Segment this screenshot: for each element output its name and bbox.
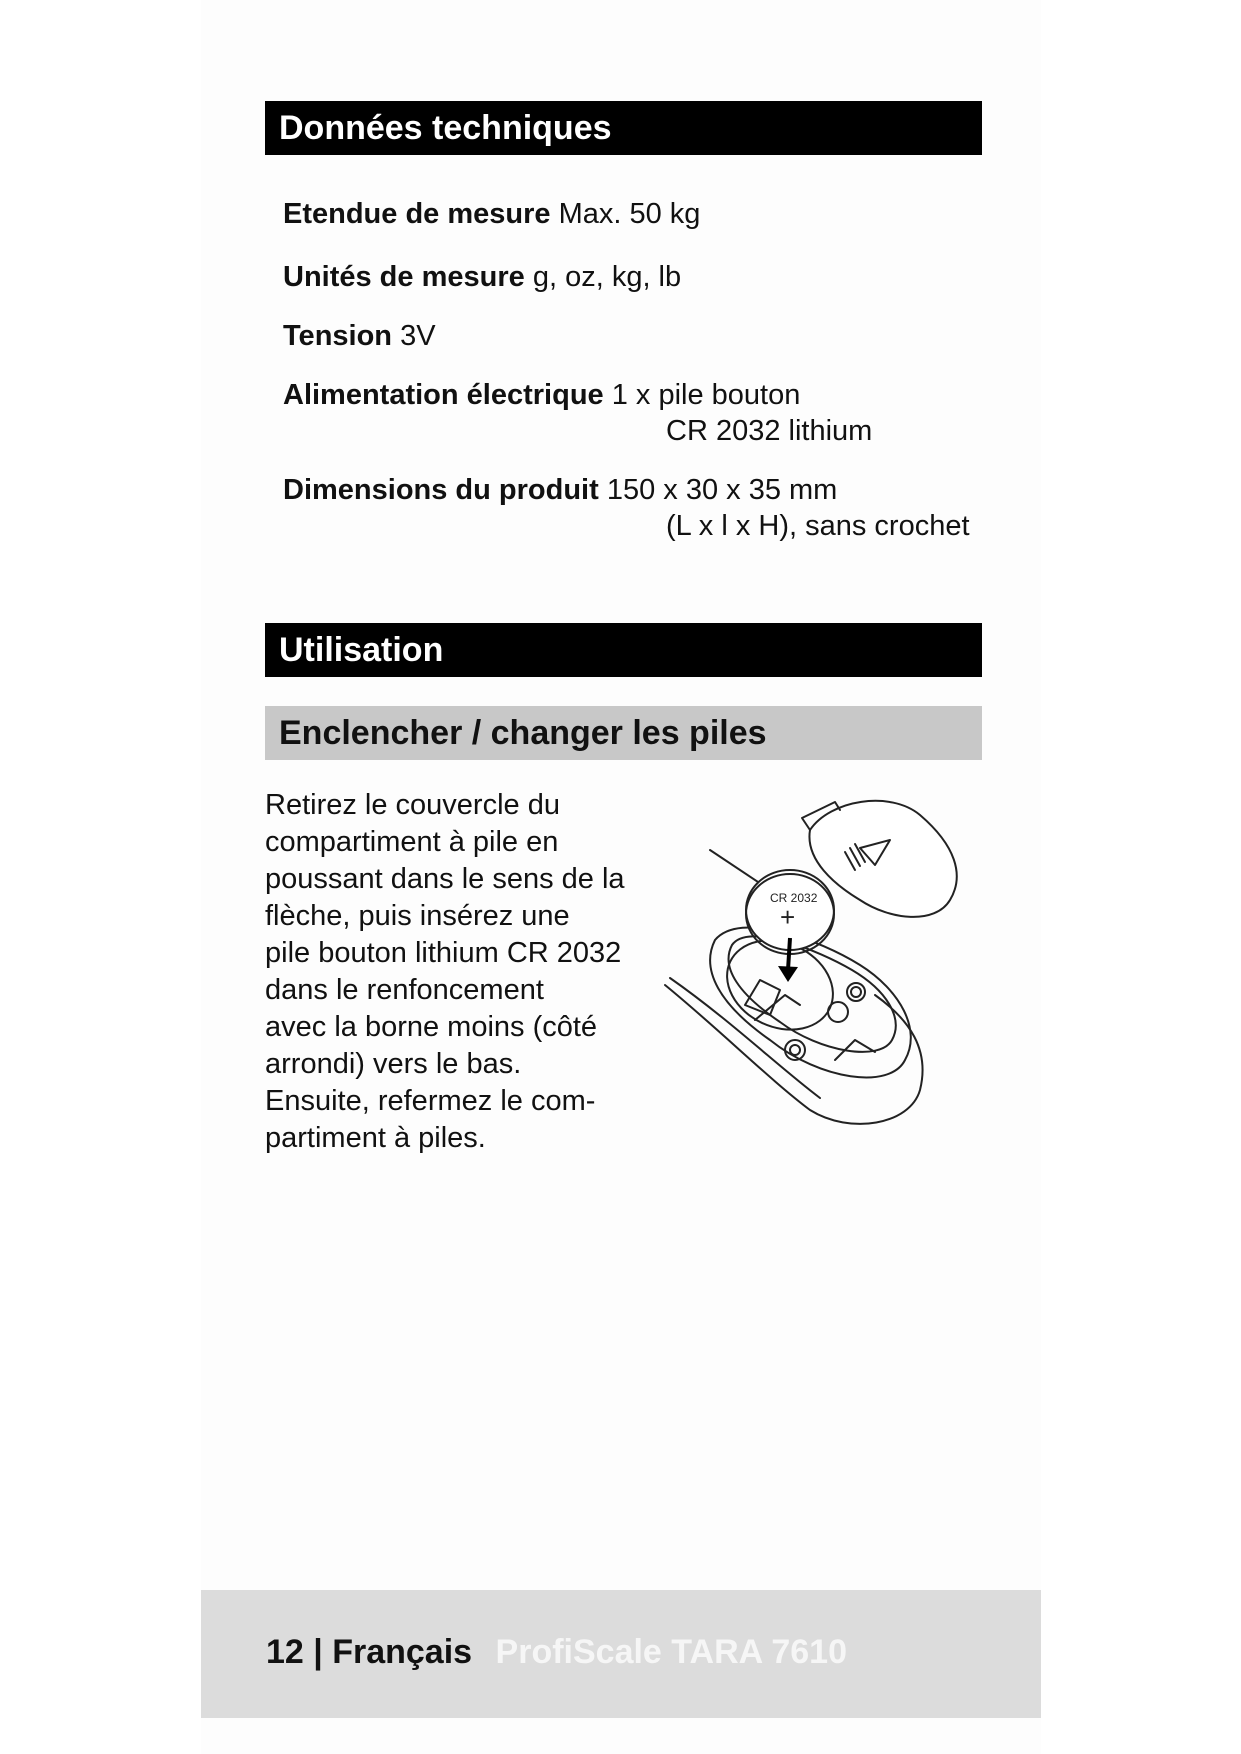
spec-power-supply xyxy=(283,377,872,449)
product-name: ProfiScale TARA 7610 xyxy=(495,1633,848,1671)
spec-value: 150 x 30 x 35 mm xyxy=(606,474,838,506)
battery-compartment-illustration xyxy=(660,790,990,1130)
subsection-title-battery: Enclencher / changer les piles xyxy=(265,706,982,760)
spec-value: 1 x pile bouton xyxy=(611,379,801,411)
screw-hole-inner xyxy=(790,1045,800,1055)
spec-label: Dimensions du produit xyxy=(283,474,599,506)
battery-instructions: Retirez le couvercle du compartiment à pile en poussant dans le sens de la flèche, puis insérez une pile bouton lithium CR 2032 dans le renfoncement avec la borne moins (côté arrondi) vers le bas. Ensuite, refermez le com- partiment à piles. xyxy=(265,789,625,1154)
spec-voltage xyxy=(283,318,436,354)
plus-sign: + xyxy=(780,902,796,932)
spec-label: Alimentation électrique xyxy=(283,379,604,411)
screw-hole xyxy=(828,1002,848,1022)
section-title-technical-data: Données techniques xyxy=(265,101,982,155)
spec-value: g, oz, kg, lb xyxy=(532,261,682,293)
scale-body-edge xyxy=(670,978,820,1098)
screw-hole xyxy=(847,983,865,1001)
page-number: 12 | Français xyxy=(266,1633,473,1671)
spec-label: Unités de mesure xyxy=(283,261,525,293)
spec-value: 3V xyxy=(400,320,436,352)
spec-measuring-range xyxy=(283,196,700,232)
battery-label: CR 2032 xyxy=(770,891,818,905)
spec-dimensions xyxy=(283,472,970,544)
footer xyxy=(266,1630,847,1674)
spec-label: Etendue de mesure xyxy=(283,198,551,230)
screw-hole-inner xyxy=(851,987,861,997)
spec-units xyxy=(283,259,681,295)
spec-value-continued: CR 2032 lithium xyxy=(666,415,873,447)
section-title-usage: Utilisation xyxy=(265,623,982,677)
spec-value-continued: (L x l x H), sans crochet xyxy=(666,510,970,542)
spec-label: Tension xyxy=(283,320,393,352)
compartment-inner xyxy=(729,936,896,1052)
spec-value: Max. 50 kg xyxy=(558,198,701,230)
